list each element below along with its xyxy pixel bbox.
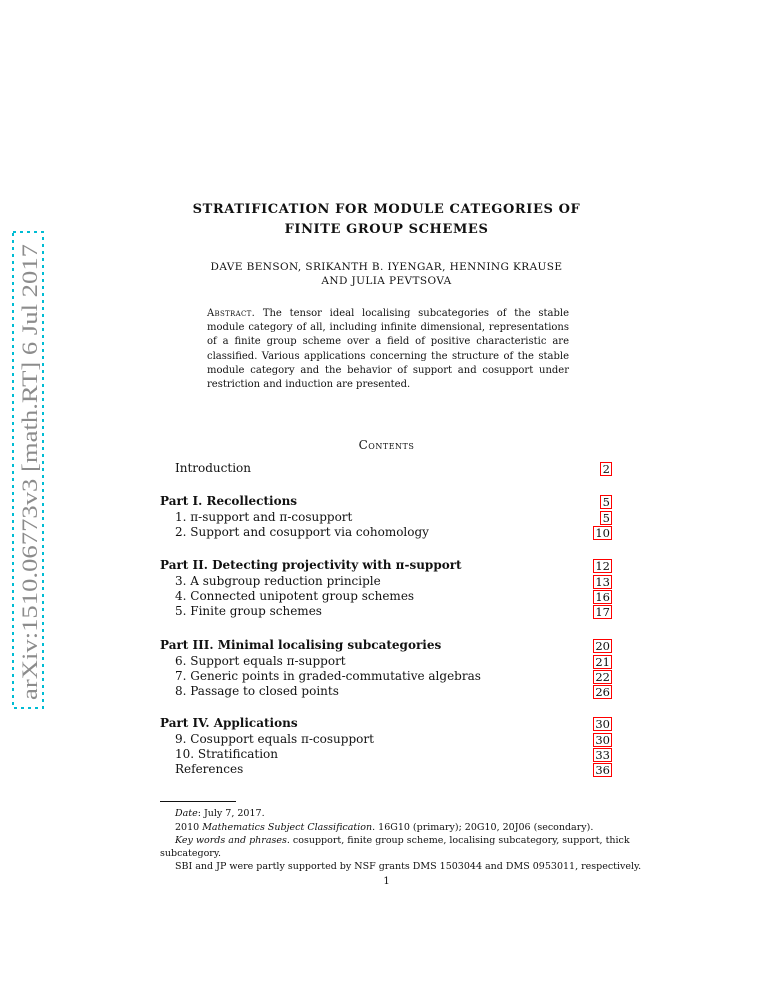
toc-label: Part III. Minimal localising subcategories [160, 638, 442, 652]
paper-title-line-1: STRATIFICATION FOR MODULE CATEGORIES OF [192, 202, 581, 217]
toc-part-4[interactable] [160, 716, 612, 731]
toc-page-link[interactable]: 13 [595, 575, 610, 589]
footnote-msc-label: Mathematics Subject Classification. [202, 822, 376, 833]
abstract-text: The tensor ideal localising subcategories of the stable module category of all, including infinite dimensional, representations of a finite group scheme over a field of positive characteristic are classified. Various applications concerning the structure of the stable module category and the behavior of support and cosupport under restriction and induction are presented. [207, 308, 569, 391]
arxiv-stamp [10, 230, 46, 710]
footnote-keywords-value: cosupport, finite group scheme, localising subcategory, support, thick [289, 835, 630, 846]
toc-page-link[interactable]: 17 [595, 605, 610, 619]
footnote-date-label: Date [175, 808, 198, 819]
footnote-msc-prefix: 2010 [175, 822, 203, 833]
toc-page-link[interactable]: 2 [600, 462, 612, 476]
toc-label: 2. Support and cosupport via cohomology [175, 525, 429, 539]
paper-title-line-2: FINITE GROUP SCHEMES [284, 222, 489, 237]
footnote-keywords [175, 834, 630, 847]
toc-label: 7. Generic points in graded-commutative algebras [175, 669, 481, 683]
toc-section-3[interactable] [175, 574, 612, 589]
footnote-date [175, 807, 265, 820]
toc-label: 1. π-support and π-cosupport [175, 510, 353, 524]
page-number: 1 [383, 876, 390, 887]
toc-page-link[interactable]: 21 [595, 655, 610, 669]
toc-page-link[interactable]: 33 [595, 748, 610, 762]
footnote-rule [160, 801, 236, 802]
toc-section-9[interactable] [175, 732, 612, 747]
toc-section-2[interactable] [175, 525, 612, 540]
toc-section-10[interactable] [175, 747, 612, 762]
toc-section-8[interactable] [175, 684, 612, 699]
footnote-keywords-label: Key words and phrases. [175, 835, 290, 846]
toc-section-5[interactable] [175, 604, 612, 619]
authors-line-1: DAVE BENSON, SRIKANTH B. IYENGAR, HENNING KRAUSE [210, 261, 563, 273]
toc-label: Part I. Recollections [160, 494, 298, 508]
toc-part-2[interactable] [160, 558, 612, 573]
toc-page-link[interactable]: 30 [595, 717, 610, 731]
abstract-label: Abstract. [207, 308, 256, 319]
footnote-support: SBI and JP were partly supported by NSF grants DMS 1503044 and DMS 0953011, respectively. [175, 861, 642, 872]
toc-section-4[interactable] [175, 589, 612, 604]
toc-introduction[interactable] [175, 461, 612, 476]
toc-label: Introduction [175, 461, 251, 475]
toc-page-link[interactable]: 10 [595, 526, 610, 540]
toc-page-link[interactable]: 30 [595, 733, 610, 747]
toc-page-link[interactable]: 26 [595, 685, 610, 699]
contents-heading: Contents [358, 438, 415, 452]
toc-label: 6. Support equals π-support [175, 654, 346, 668]
toc-page-link[interactable]: 5 [600, 495, 612, 509]
toc-label: 10. Stratification [175, 747, 278, 761]
toc-references[interactable] [175, 762, 612, 777]
toc-label: References [175, 762, 244, 776]
toc-label: 4. Connected unipotent group schemes [175, 589, 415, 603]
arxiv-id[interactable]: arXiv:1510.06773v3 [math.RT] 6 Jul 2017 [17, 315, 42, 700]
toc-page-link[interactable]: 5 [600, 511, 612, 525]
toc-label: Part IV. Applications [160, 716, 298, 730]
toc-part-1[interactable] [160, 494, 612, 509]
authors-line-2: AND JULIA PEVTSOVA [321, 275, 452, 287]
toc-label: 5. Finite group schemes [175, 604, 322, 618]
toc-page-link[interactable]: 12 [595, 559, 610, 573]
toc-part-3[interactable] [160, 638, 612, 653]
toc-section-7[interactable] [175, 669, 612, 684]
toc-section-6[interactable] [175, 654, 612, 669]
footnote-msc [175, 821, 593, 834]
toc-page-link[interactable]: 22 [595, 670, 610, 684]
toc-label: 9. Cosupport equals π-cosupport [175, 732, 374, 746]
footnote-keywords-cont: subcategory. [160, 848, 221, 859]
toc-label: 3. A subgroup reduction principle [175, 574, 381, 588]
toc-label: Part II. Detecting projectivity with π-support [160, 558, 462, 572]
toc-label: 8. Passage to closed points [175, 684, 339, 698]
footnote-msc-value: 16G10 (primary); 20G10, 20J06 (secondary). [375, 822, 594, 833]
toc-page-link[interactable]: 16 [595, 590, 610, 604]
toc-page-link[interactable]: 36 [595, 763, 610, 777]
toc-page-link[interactable]: 20 [595, 639, 610, 653]
toc-section-1[interactable] [175, 510, 612, 525]
footnote-date-value: : July 7, 2017. [197, 808, 265, 819]
abstract [207, 307, 569, 392]
